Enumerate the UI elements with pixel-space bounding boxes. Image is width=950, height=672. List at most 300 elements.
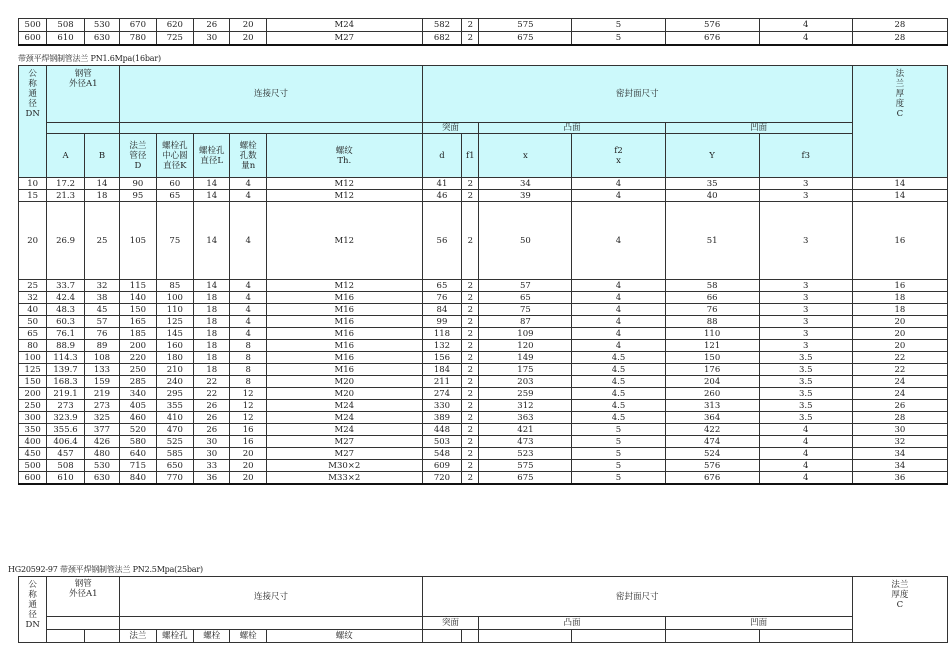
table-cell: 840 [120, 472, 156, 485]
s2-header-connection: 连接尺寸 [120, 577, 423, 617]
table-cell: 4 [759, 19, 852, 32]
table-cell: M16 [266, 352, 422, 364]
table-cell: 14 [194, 202, 230, 280]
table-cell: 4 [572, 304, 665, 316]
table-cell: 4 [759, 424, 852, 436]
table-cell: 18 [194, 340, 230, 352]
table-cell: 4 [759, 448, 852, 460]
table-cell: M16 [266, 292, 422, 304]
table-cell: 630 [84, 32, 119, 46]
table-cell: 20 [230, 472, 266, 485]
table-cell: 24 [852, 376, 947, 388]
table-cell: 609 [422, 460, 461, 472]
table-cell: 16 [852, 202, 947, 280]
table-cell: 4.5 [572, 352, 665, 364]
table-cell: 76 [665, 304, 759, 316]
table-cell: 3 [759, 304, 852, 316]
table-cell: 260 [665, 388, 759, 400]
table-cell: 26.9 [47, 202, 84, 280]
table-cell: 3.5 [759, 412, 852, 424]
table-cell: 240 [156, 376, 193, 388]
section2-caption: HG20592-97 带颈平焊钢制管法兰 PN2.5Mpa(25bar) [8, 565, 203, 574]
table-cell: M27 [266, 32, 422, 46]
header-col-f2: f2 x [572, 134, 665, 178]
table-cell: 26 [194, 412, 230, 424]
table-cell: 377 [84, 424, 119, 436]
table-cell: 14 [852, 178, 947, 190]
table-cell: 90 [120, 178, 156, 190]
s2-header-sealing: 密封面尺寸 [422, 577, 852, 617]
table-cell: 60 [156, 178, 193, 190]
table-cell: 5 [572, 19, 665, 32]
table-cell: 40 [19, 304, 47, 316]
table-cell: 100 [156, 292, 193, 304]
table-cell: 2 [462, 364, 479, 376]
table-cell: 630 [84, 472, 119, 485]
table-cell: 41 [422, 178, 461, 190]
table-row [19, 280, 948, 292]
table-cell: 421 [479, 424, 572, 436]
table-cell: 99 [422, 316, 461, 328]
table-cell: 4.5 [572, 376, 665, 388]
table-cell: 4 [572, 202, 665, 280]
table-cell: 203 [479, 376, 572, 388]
top-continuation-table [18, 18, 948, 46]
table-cell: 330 [422, 400, 461, 412]
table-cell: 3 [759, 328, 852, 340]
s2-header-col-n: 螺栓 [230, 630, 266, 643]
header-col-l: 螺栓孔 直径L [194, 134, 230, 178]
table-cell: 33 [194, 460, 230, 472]
table-cell: 780 [120, 32, 156, 46]
header-thickness: 法 兰 厚 度 C [852, 66, 947, 178]
table-cell: 426 [84, 436, 119, 448]
table-cell: 88 [665, 316, 759, 328]
table-row [19, 304, 948, 316]
header-col-d-flange: 法兰 管径 D [120, 134, 156, 178]
table-cell: 20 [852, 316, 947, 328]
table-cell: M20 [266, 388, 422, 400]
table-cell: 115 [120, 280, 156, 292]
table-cell: 3 [759, 292, 852, 304]
table-cell: 34 [852, 460, 947, 472]
table-cell: 5 [572, 448, 665, 460]
table-cell: 3.5 [759, 388, 852, 400]
table-cell: 340 [120, 388, 156, 400]
table-cell: 18 [852, 292, 947, 304]
header-connection-blank [120, 123, 423, 134]
table-cell: 109 [479, 328, 572, 340]
table-cell: M12 [266, 178, 422, 190]
table-cell: 4 [572, 328, 665, 340]
table-cell: 26 [852, 400, 947, 412]
table-cell: 150 [665, 352, 759, 364]
table-cell: 150 [19, 376, 47, 388]
table-cell: 125 [19, 364, 47, 376]
table-cell: 4 [572, 340, 665, 352]
table-cell: 16 [230, 424, 266, 436]
table-cell: 66 [665, 292, 759, 304]
s2-header-col-f1 [462, 630, 479, 643]
table-row [19, 448, 948, 460]
table-cell: 65 [422, 280, 461, 292]
table-cell: 4 [230, 304, 266, 316]
table-cell: 16 [852, 280, 947, 292]
table-cell: 15 [19, 190, 47, 202]
table-cell: 524 [665, 448, 759, 460]
table-cell: 76.1 [47, 328, 84, 340]
table-cell: 670 [120, 19, 156, 32]
table-cell: M12 [266, 202, 422, 280]
table-cell: 211 [422, 376, 461, 388]
table-cell: 4 [572, 280, 665, 292]
table-cell: 75 [479, 304, 572, 316]
s2-header-col-d [422, 630, 461, 643]
table-cell: 500 [19, 19, 47, 32]
table-cell: 770 [156, 472, 193, 485]
table-cell: 3 [759, 316, 852, 328]
table-cell: 16 [230, 436, 266, 448]
pn25-flange-table [18, 576, 948, 643]
table-cell: 25 [84, 202, 119, 280]
table-cell: 274 [422, 388, 461, 400]
header-sealing: 密封面尺寸 [422, 66, 852, 123]
s2-header-col-y [665, 630, 759, 643]
header-col-y: Y [665, 134, 759, 178]
s2-header-col-b [84, 630, 119, 643]
s2-header-thickness: 法兰 厚度 C [852, 577, 947, 643]
table-cell: 18 [194, 352, 230, 364]
table-cell: 313 [665, 400, 759, 412]
table-cell: 200 [120, 340, 156, 352]
table-cell: 457 [47, 448, 84, 460]
table-cell: M16 [266, 364, 422, 376]
table-cell: 8 [230, 364, 266, 376]
table-cell: 2 [462, 460, 479, 472]
table-cell: 4 [230, 178, 266, 190]
table-cell: 76 [84, 328, 119, 340]
table-cell: 24 [852, 388, 947, 400]
table-cell: 3 [759, 280, 852, 292]
table-cell: 2 [462, 304, 479, 316]
table-cell: 500 [19, 460, 47, 472]
table-cell: 42.4 [47, 292, 84, 304]
table-cell: 508 [47, 460, 84, 472]
table-cell: 5 [572, 436, 665, 448]
table-cell: 325 [84, 412, 119, 424]
table-cell: 389 [422, 412, 461, 424]
table-cell: 355 [156, 400, 193, 412]
table-cell: 295 [156, 388, 193, 400]
table-cell: 75 [156, 202, 193, 280]
table-cell: 220 [120, 352, 156, 364]
table-cell: 30 [852, 424, 947, 436]
table-cell: 548 [422, 448, 461, 460]
table-cell: 18 [194, 364, 230, 376]
table-cell: 576 [665, 19, 759, 32]
table-cell: 4 [572, 190, 665, 202]
table-cell: 640 [120, 448, 156, 460]
table-row [19, 316, 948, 328]
table-cell: 156 [422, 352, 461, 364]
table-cell: M27 [266, 448, 422, 460]
table-cell: 139.7 [47, 364, 84, 376]
table-cell: M16 [266, 340, 422, 352]
table-cell: 145 [156, 328, 193, 340]
s2-header-col-x [479, 630, 572, 643]
table-cell: 5 [572, 460, 665, 472]
table-cell: 2 [462, 424, 479, 436]
table-cell: 12 [230, 400, 266, 412]
table-cell: 575 [479, 19, 572, 32]
s2-header-female-face: 凹面 [665, 617, 852, 630]
table-cell: 8 [230, 352, 266, 364]
table-cell: 585 [156, 448, 193, 460]
table-cell: 3 [759, 190, 852, 202]
table-cell: 364 [665, 412, 759, 424]
table-row [19, 352, 948, 364]
table-cell: 85 [156, 280, 193, 292]
table-cell: 323.9 [47, 412, 84, 424]
table-cell: 14 [84, 178, 119, 190]
table-cell: 34 [479, 178, 572, 190]
s2-header-col-th: 螺纹 [266, 630, 422, 643]
table-cell: 45 [84, 304, 119, 316]
table-row [19, 424, 948, 436]
table-cell: 32 [84, 280, 119, 292]
s2-header-col-f2 [572, 630, 665, 643]
table-cell: 350 [19, 424, 47, 436]
table-cell: 88.9 [47, 340, 84, 352]
table-cell: 39 [479, 190, 572, 202]
table-cell: 200 [19, 388, 47, 400]
table-cell: 175 [479, 364, 572, 376]
table-cell: 508 [47, 19, 84, 32]
header-col-x: x [479, 134, 572, 178]
table-cell: 18 [194, 328, 230, 340]
table-cell: 720 [422, 472, 461, 485]
table-cell: 610 [47, 32, 84, 46]
table-cell: 2 [462, 292, 479, 304]
table-cell: M12 [266, 280, 422, 292]
table-cell: 4 [230, 316, 266, 328]
table-cell: 20 [19, 202, 47, 280]
table-cell: 100 [19, 352, 47, 364]
table-cell: 250 [19, 400, 47, 412]
table-cell: 150 [120, 304, 156, 316]
table-cell: 87 [479, 316, 572, 328]
top-continuation-body [19, 19, 948, 46]
table-cell: 133 [84, 364, 119, 376]
table-cell: 520 [120, 424, 156, 436]
header-col-f3: f3 [759, 134, 852, 178]
table-cell: 2 [462, 376, 479, 388]
table-cell: 620 [156, 19, 193, 32]
table-cell: 118 [422, 328, 461, 340]
table-cell: 35 [665, 178, 759, 190]
table-cell: 36 [194, 472, 230, 485]
table-cell: 2 [462, 19, 479, 32]
table-cell: M30×2 [266, 460, 422, 472]
table-row [19, 388, 948, 400]
table-cell: 76 [422, 292, 461, 304]
table-cell: 4 [230, 190, 266, 202]
table-cell: 4 [759, 436, 852, 448]
table-cell: 4 [230, 328, 266, 340]
table-cell: 8 [230, 340, 266, 352]
table-cell: 5 [572, 32, 665, 46]
table-cell: 715 [120, 460, 156, 472]
table-cell: 2 [462, 412, 479, 424]
table-cell: M24 [266, 424, 422, 436]
table-row [19, 460, 948, 472]
table-row [19, 400, 948, 412]
table-cell: M16 [266, 304, 422, 316]
s2-header-pipe-od-blank [47, 617, 120, 630]
table-cell: 204 [665, 376, 759, 388]
table-cell: 30 [194, 436, 230, 448]
table-cell: 18 [84, 190, 119, 202]
table-cell: M33×2 [266, 472, 422, 485]
s2-header-col-d-flange: 法兰 [120, 630, 156, 643]
table-cell: 2 [462, 178, 479, 190]
table-cell: 576 [665, 460, 759, 472]
table-cell: 676 [665, 472, 759, 485]
table-row [19, 472, 948, 485]
table-cell: 210 [156, 364, 193, 376]
table-cell: 17.2 [47, 178, 84, 190]
table-cell: 110 [665, 328, 759, 340]
table-cell: 525 [156, 436, 193, 448]
table-cell: 503 [422, 436, 461, 448]
table-cell: 22 [194, 388, 230, 400]
header-female-face: 凹面 [665, 123, 852, 134]
table-cell: 422 [665, 424, 759, 436]
table-cell: 300 [19, 412, 47, 424]
table-cell: 3.5 [759, 364, 852, 376]
table-cell: 105 [120, 202, 156, 280]
header-connection: 连接尺寸 [120, 66, 423, 123]
table-cell: 22 [852, 352, 947, 364]
table-cell: 4.5 [572, 412, 665, 424]
table-cell: 2 [462, 328, 479, 340]
table-row [19, 328, 948, 340]
table-cell: 676 [665, 32, 759, 46]
table-cell: 4.5 [572, 364, 665, 376]
table-cell: M27 [266, 436, 422, 448]
table-cell: 28 [852, 19, 947, 32]
table-cell: 20 [230, 448, 266, 460]
table-cell: 523 [479, 448, 572, 460]
header-pipe-od: 钢管 外径A1 [47, 66, 120, 123]
table-cell: 2 [462, 436, 479, 448]
table-cell: 474 [665, 436, 759, 448]
s2-header-dn: 公 称 通 径 DN [19, 577, 47, 643]
table-row [19, 32, 948, 46]
table-row [19, 178, 948, 190]
table-cell: 132 [422, 340, 461, 352]
table-cell: 2 [462, 340, 479, 352]
table-cell: 4 [230, 202, 266, 280]
table-cell: 2 [462, 280, 479, 292]
s2-header-col-a [47, 630, 84, 643]
table-cell: 3.5 [759, 376, 852, 388]
table-cell: 18 [194, 316, 230, 328]
table-cell: M24 [266, 412, 422, 424]
table-cell: M24 [266, 400, 422, 412]
s2-header-col-l: 螺栓 [194, 630, 230, 643]
table-cell: 2 [462, 400, 479, 412]
table-cell: 140 [120, 292, 156, 304]
section1-caption: 带颈平焊钢制管法兰 PN1.6Mpa(16bar) [18, 54, 161, 63]
table-cell: 600 [19, 32, 47, 46]
table-cell: 165 [120, 316, 156, 328]
table-cell: 460 [120, 412, 156, 424]
table-cell: 168.3 [47, 376, 84, 388]
table-row [19, 202, 948, 280]
table-cell: 10 [19, 178, 47, 190]
table-cell: 20 [230, 460, 266, 472]
table-cell: 12 [230, 412, 266, 424]
table-cell: 149 [479, 352, 572, 364]
table-row [19, 436, 948, 448]
table-cell: 160 [156, 340, 193, 352]
table-row [19, 412, 948, 424]
table-cell: 4 [572, 292, 665, 304]
table-cell: 32 [19, 292, 47, 304]
table-cell: M12 [266, 190, 422, 202]
table-cell: 575 [479, 460, 572, 472]
table-cell: 4 [759, 472, 852, 485]
table-cell: 4 [572, 316, 665, 328]
table-cell: 50 [19, 316, 47, 328]
table-cell: 184 [422, 364, 461, 376]
table-cell: 14 [194, 190, 230, 202]
table-cell: 530 [84, 19, 119, 32]
table-cell: 2 [462, 388, 479, 400]
table-cell: 95 [120, 190, 156, 202]
table-cell: 219 [84, 388, 119, 400]
table-cell: 3.5 [759, 352, 852, 364]
table-cell: 2 [462, 202, 479, 280]
table-cell: 3 [759, 340, 852, 352]
table-cell: 3.5 [759, 400, 852, 412]
table-cell: 57 [84, 316, 119, 328]
table-cell: M24 [266, 19, 422, 32]
table-cell: 58 [665, 280, 759, 292]
table-cell: 5 [572, 472, 665, 485]
table-cell: 675 [479, 472, 572, 485]
table-cell: 219.1 [47, 388, 84, 400]
table-cell: 60.3 [47, 316, 84, 328]
table-cell: 285 [120, 376, 156, 388]
table-cell: M16 [266, 328, 422, 340]
table-cell: 12 [230, 388, 266, 400]
table-cell: 3 [759, 202, 852, 280]
table-cell: 2 [462, 352, 479, 364]
table-cell: M20 [266, 376, 422, 388]
table-cell: 20 [852, 328, 947, 340]
table-cell: 84 [422, 304, 461, 316]
table-cell: 14 [194, 280, 230, 292]
table-cell: 114.3 [47, 352, 84, 364]
table-cell: 450 [19, 448, 47, 460]
table-cell: 180 [156, 352, 193, 364]
table-cell: 22 [852, 364, 947, 376]
table-cell: 355.6 [47, 424, 84, 436]
table-cell: 57 [479, 280, 572, 292]
table-cell: 273 [47, 400, 84, 412]
